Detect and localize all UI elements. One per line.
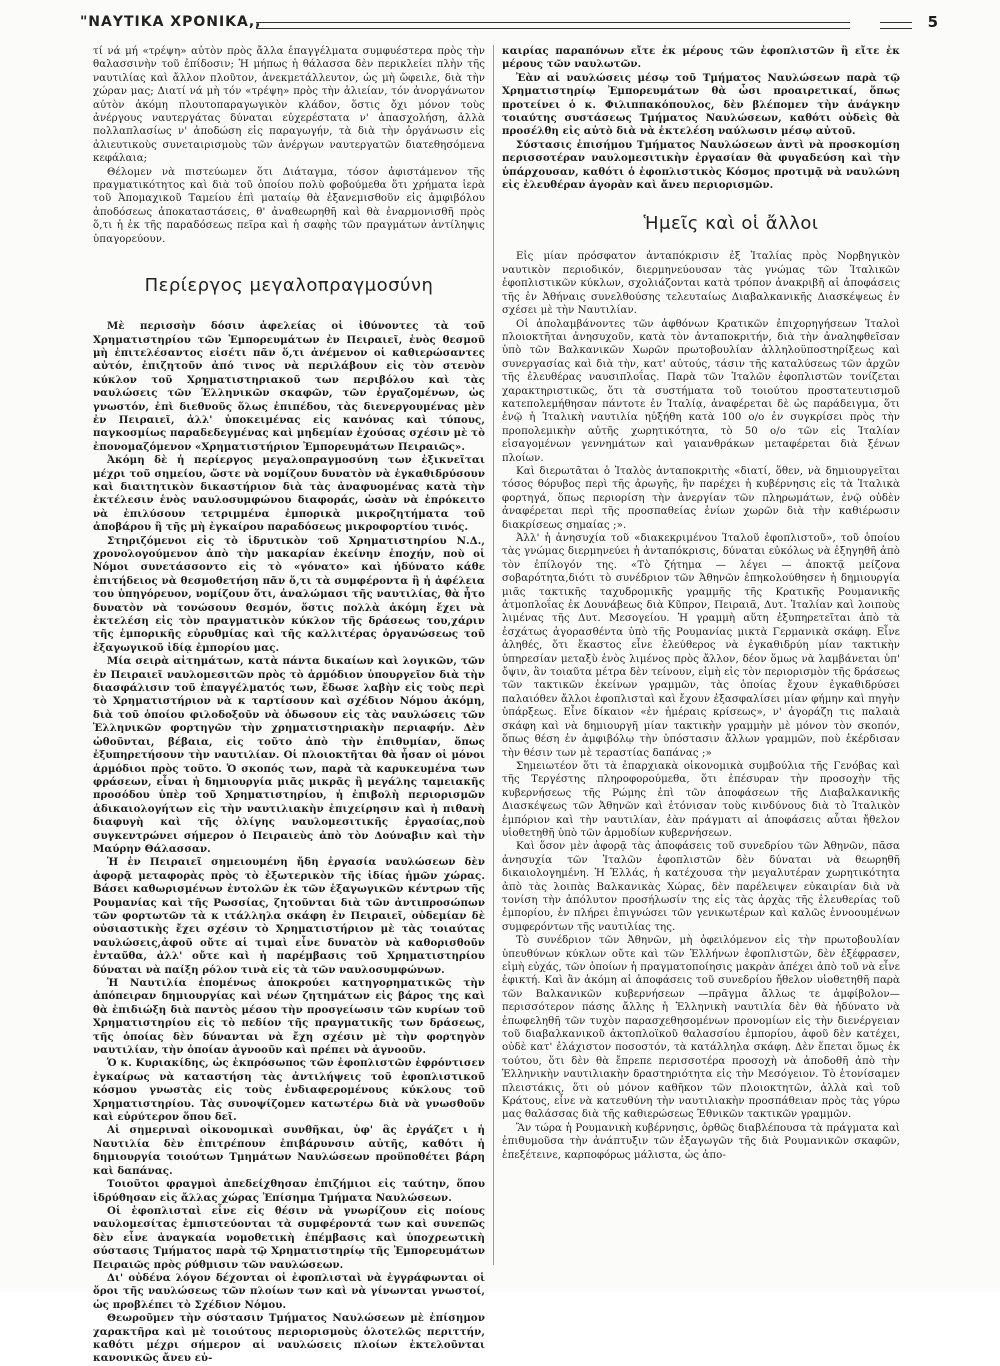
paragraph: Στηριζόμενοι εἰς τὸ ἱδρυτικὸν τοῦ Χρηματιστηρίου Ν.Δ., χρονολογούμενον ἀπὸ τὴν μακαρίαν ἐκείνην ἐποχήν, ποὺ οἱ Νόμοι συνετάσσοντο εἰς τὸ «γόνατο» καὶ ἠδύνατο κάθε ἐπιτήδειος νὰ θεσμοθετήση πᾶν ὅ,τι τὰ συμφέροντα ἢ ἡ ἀφέλεια του ὑπηγόρευον, νομίζουν ὅτι, ἀναλώμασι τῆς ναυτιλίας, θὰ ἦτο δυνατὸν νὰ τονώσουν θεσμόν, ὅστις πολλὰ ἀκόμη ἔχει νὰ ἐκτελέση εἰς τὸν πραγματικὸν κύκλον τῆς δράσεως του,χάριν τῆς ἐμπορικῆς εὐρυθμίας καὶ τῆς καλλιτέρας ὀργανώσεως τοῦ ἐξαγωγικοῦ ἰδίᾳ ἐμπορίου μας.: [93, 534, 485, 654]
paragraph: Μία σειρὰ αἰτημάτων, κατὰ πάντα δικαίων καὶ λογικῶν, τῶν ἐν Πειραιεῖ ναυλομεσιτῶν πρὸς τὸ ἁρμόδιον ὑπουργεῖον διὰ τὴν διασφάλισιν τοῦ ἐπαγγέλματός των, ἔδωσε λαβὴν εἰς τοὺς περὶ τὸ Χρηματιστήριον νὰ κ ταρτίσουν καὶ σχέδιον Νόμου ἀκόμη, διὰ τοῦ ὁποίου φιλοδοξοῦν νὰ ὁδωσουν εἰς τὰς ναυλώσεις τῶν Ἑλληνικῶν φορτηγῶν τὴν χρηματιστηριακὴν περιαφήν. Δὲν ὠθοῦνται, βέβαια, εἰς τοῦτο ἀπὸ τὴν ἐπιθυμίαν, ὅπως ἐξυπηρετήσουν τὴν ναυτιλίαν. Οἱ πλοιοκτῆται θὰ ἦσαν οἱ μόνοι ἁρμόδιοι πρὸς τοῦτο. Ὁ σκοπός των, παρὰ τὰ καρυκευμένα των φράσεων, εἶναι ἡ δημιουργία μιᾶς μικρᾶς ἢ μεγάλης ταμειακῆς προσόδου ὑπὲρ τοῦ Χρηματιστηρίου, ἡ ἐπιβολὴ περιορισμῶν ἀδικαιολογήτων εἰς τὴν ναυτιλιακὴν ἐπιχείρησιν καὶ ἡ πιθανὴ διαφυγὴ καὶ τῆς ὀλίγης ναυλομεσιτικῆς ἐργασίας,ποὺ συγκεντρώνει σήμερον ὁ Πειραιεὺς ἀπὸ τὸν Δούναβιν καὶ τὴν Μαύρην Θάλασσαν.: [93, 655, 485, 855]
header-rule: [256, 22, 850, 29]
paragraph: Θέλομεν νὰ πιστεύωμεν ὅτι Διάταγμα, τόσον ἀφιστάμενον τῆς πραγματικότητος καὶ διὰ τοῦ ὁποίου πολὺ φοβούμεθα ὅτι χρήματα ἱερὰ τοῦ Ἀπομαχικοῦ Ταμείου ἐπὶ ματαίῳ θὰ ἐξανεμισθοῦν εἰς ἀμφιβόλου ἀποδόσεως ἀποκαταστάσεις, θ' ἀναθεωρηθῆ καὶ θὰ ἐναρμονισθῆ πρὸς ὅ,τι ἡ ἐκ τῆς παραδόσεως πεῖρα καὶ ἡ σαφὴς τῶν πραγμάτων ἀντίληψις ὑπαγορεύουν.: [93, 166, 485, 245]
paragraph: Καὶ ὅσον μὲν ἀφορᾷ τὰς ἀποφάσεις τοῦ συνεδρίου τῶν Ἀθηνῶν, πᾶσα ἀνησυχία τῶν Ἰταλῶν ἐφοπλιστῶν δὲν δύναται νὰ θεωρηθῆ δικαιολογημένη. Ἡ Ἑλλάς, ἡ κατέχουσα τὴν μεγαλυτέραν χωρητικότητα ἀπὸ τὰς λοιπὰς Βαλκανικὰς Χώρας, δὲν παρέλειψεν εὐκαιρίαν διὰ νὰ τονίση τὴν ἀπόλυτον προσήλωσίν της εἰς τὰς ἀρχὰς τῆς ἐλευθερίας τοῦ ἐμπορίου, ἐν πλήρει ἐπιγνώσει τῶν γενικωτέρων καὶ καλῶς ἐννοουμένων συμφερόντων τῆς ναυτιλίας της.: [502, 841, 900, 933]
paragraph: Τοιοῦτοι φραγμοὶ ἀπεδείχθησαν ἐπιζήμιοι εἰς ταύτην, ὅπου ἱδρύθησαν εἰς ἄλλας χώρας Ἐπίσημα Τμήματα Ναυλώσεων.: [93, 1178, 485, 1204]
paragraph: Θεωροῦμεν τὴν σύστασιν Τμήματος Ναυλώσεων μὲ ἐπίσημον χαρακτῆρα καὶ μὲ τοιούτους περιορισμοὺς ὁλοτελῶς περιττήν, καθότι μέχρι σήμερον αἱ ναυλώσεις πλοίων ἐκτελοῦνται κανονικῶς ἄνευ εὐ-: [93, 1312, 485, 1365]
page-header: [80, 12, 938, 36]
article-heading: Περίεργος μεγαλοπραγμοσύνη: [144, 275, 434, 297]
masthead: "ΝΑΥΤΙΚΑ ΧΡΟΝΙΚΑ,,: [80, 14, 262, 30]
left-column: [93, 45, 485, 1365]
paragraph: Σύστασις ἐπισήμου Τμήματος Ναυλώσεων ἀντὶ νὰ προσκομίση περισσοτέραν ναυλομεσιτικὴν ἐργασίαν θὰ φυγαδεύση καὶ τὴν ὑπάρχουσαν, καθότι ὁ ἐφοπλιστικὸς Κόσμος προτιμᾷ νὰ ναυλώνη εἰς ἐλευθέραν ἀγορὰν καὶ ἄνευ περιορισμῶν.: [502, 138, 900, 192]
paragraph: Ἐὰν αἱ ναυλώσεις μέσῳ τοῦ Τμήματος Ναυλώσεων παρὰ τῷ Χρηματιστηρίῳ Ἐμπορευμάτων θὰ ὦσι προαιρετικαί, ὅπως προτείνει ὁ κ. Φιλιππακόπουλος, δὲν βλέπομεν τὴν ἀνάγκην τοιαύτης συστάσεως Τμήματος Ναυλώσεων, καθότι οὐδεὶς θὰ προσέλθη εἰς αὐτὸ διὰ νὰ ἐκτελέση ναύλωσιν μέσῳ αὐτοῦ.: [502, 71, 900, 138]
paragraph: Ἀκόμη δὲ ἡ περίεργος μεγαλοπραγμοσύνη των ἐξικνεῖται μέχρι τοῦ σημείου, ὥστε νὰ νομίζουν δυνατὸν νὰ ἐγκαθιδρύσουν καὶ διαιτητικὸν δικαστήριον διὰ τὰς ἀναφυομένας κατὰ τὴν ἐκτέλεσιν ἑνὸς ναυλοσυμφώνου διαφοράς, ὡσὰν νὰ ἐπρόκειτο νὰ ἐπιλύσουν τετριμμένα ἐμπορικὰ μικροζητήματα τοῦ ἀποβάρου ἢ τῆς μὴ ἐγκαίρου παραδόσεως μικροφορτίου τινός.: [93, 454, 485, 534]
paragraph: καιρίας παραπόνων εἴτε ἐκ μέρους τῶν ἐφοπλιστῶν ἢ εἴτε ἐκ μέρους τῶν ναυλωτῶν.: [502, 45, 900, 71]
paragraph: Καὶ διερωτᾶται ὁ Ἰταλὸς ἀνταποκριτὴς «διατί, ὅθεν, νὰ δημιουργεῖται τόσος θόρυβος περὶ τῆς ἀρωγῆς, ἣν παρέχει ἡ κυβέρνησις εἰς τὰ Ἰταλικὰ φορτηγά, ὅπως περιορίση τὴν ἀνεργίαν τῶν πληρωμάτων, ἐνῷ οὐδὲν ἀναφέρεται περὶ τῆς προσπαθείας ἐνίων χωρῶν διὰ τὴν καθιέρωσιν διακρίσεως σημαίας ;».: [502, 465, 900, 531]
paragraph: Μὲ περισσὴν δόσιν ἀφελείας οἱ ἰθύνοντες τὰ τοῦ Χρηματιστηρίου τῶν Ἐμπορευμάτων ἐν Πειραιεῖ, ἑνὸς θεσμοῦ μὴ ἐπιτελέσαντος εἰσέτι πᾶν ὅ,τι ἀνέμενον οἱ καθιερώσαντες αὐτόν, ἐπιζητοῦν ἀπό τινος νὰ περιλάβουν εἰς τὸν στενὸν κύκλον τοῦ Χρηματιστηριακοῦ των περιβόλου καὶ τὰς ναυλώσεις τῶν Ἑλληνικῶν σκαφῶν, τῶν ἐργαζομένων, ὡς γνωστόν, ἐπὶ διεθνοῦς ὅλως ἐπιπέδου, τὰς διενεργουμένας μὲν ἐν Πειραιεῖ, ἀλλ' ὑποκειμένας εἰς κανόνας καὶ τύπους, παγκοσμίως παραδεδεγμένας καὶ μηδεμίαν ἐχούσας σχέσιν μὲ τὸ ἐπονομαζόμενον «Χρηματιστήριον Ἐμπορευμάτων Πειραιῶς».: [93, 320, 485, 453]
paragraph: Δι' οὐδένα λόγον δέχονται οἱ ἐφοπλισταὶ νὰ ἐγγράφωνται οἱ ὅροι τῆς ναυλώσεως τῶν πλοίων των καὶ νὰ γίνωνται γνωστοί, ὡς προβλέπει τὸ Σχέδιον Νόμου.: [93, 1271, 485, 1311]
paragraph: Εἰς μίαν πρόσφατον ἀνταπόκρισιν ἐξ Ἰταλίας πρὸς Νορβηγικὸν ναυτικὸν περιοδικόν, διερμηνεύουσαν τὰς γνώμας τῶν Ἰταλικῶν ἐφοπλιστικῶν κύκλων, σχολιάζονται κατὰ τρόπον ἀνακριβῆ αἱ ἀποφάσεις τῆς ἐν Ἀθήναις συνελθούσης τελευταίως Διαβαλκανικῆς Διασκέψεως ἐν σχέσει μὲ τὴν Ναυτιλίαν.: [502, 251, 900, 317]
paragraph: Ἡ Ναυτιλία ἑπομένως ἀποκρούει κατηγορηματικῶς τὴν ἀπόπειραν δημιουργίας καὶ νέων ζητημάτων εἰς βάρος της καὶ θὰ ἐπιδιώξη διὰ παντὸς μέσου τὴν προσγείωσιν τῶν κυρίων τοῦ Χρηματιστηρίου εἰς τὸ πεδίον τῆς πραγματικῆς των δράσεως, τῆς ὁποίας δὲν δύνανται νὰ ἔχη σχέσιν μὲ τὴν φορτηγὸν ναυτιλίαν, τὴν ὁποίαν ἀγνοοῦν καὶ πρέπει νὰ ἀγνοοῦν.: [93, 977, 485, 1057]
paragraph: Αἱ σημεριναὶ οἰκονομικαὶ συνθῆκαι, ὑφ' ἃς ἐργάζετ ι ἡ Ναυτιλία δὲν ἐπιτρέπουν ἐπιβάρυνσιν αὐτῆς, καθότι ἡ δημιουργία τοιούτων Τμημάτων Ναυλώσεων προϋποθέτει βάρη καὶ δαπάνας.: [93, 1124, 485, 1177]
paragraph: Ἂν τώρα ἡ Ρουμανικὴ κυβέρνησις, ὀρθῶς διαβλέπουσα τὰ πράγματα καὶ ἐπιθυμοῦσα τὴν ἀνάπτυξιν τῶν ἐξαγωγῶν τῆς διὰ Ρουμανικῶν σκαφῶν, ἐπεξέτεινε, καρποφόρως μάλιστα, ὡς ἀπο-: [502, 1122, 900, 1161]
paragraph: Σημειωτέον ὅτι τὰ ἐπαρχιακὰ οἰκονομικὰ συμβούλια τῆς Γενόβας καὶ τῆς Τεργέστης πληροφορούμεθα, ὅτι ἐπέσυραν τὴν προσοχὴν τῆς κυβερνήσεως τῆς Ρώμης ἐπὶ τῶν ἀποφάσεων τῆς Διαβαλκανικῆς Διασκέψεως τῶν Ἀθηνῶν καὶ ἐτόνισαν τοὺς κινδύνους διὰ τὸ Ἰταλικὸν ἐμπόριον καὶ τὴν ναυτιλίαν, ἐὰν πράγματι αἱ ἀποφάσεις αὗται ἤθελον υἱοθετηθῆ ὑπὸ τῶν ἁρμοδίων κυβερνήσεων.: [502, 760, 900, 839]
header-rule-short: [880, 22, 912, 29]
paragraph: Οἱ ἐφοπλισταὶ εἶνε εἰς θέσιν νὰ γνωρίζουν εἰς ποίους ναυλομεσίτας ἐμπιστεύονται τὰ συμφέροντά των καὶ συνεπῶς δὲν εἶνε ἀναγκαία νομοθετικὴ ἐπέμβασις καὶ ὑποχρεωτικὴ σύστασις Τμήματος παρὰ τῷ Χρηματιστηρίῳ τῆς Ἐμπορευμάτων Πειραιῶς πρὸς ρύθμισιν τῶν ναυλώσεων.: [93, 1204, 485, 1271]
paragraph: Ὁ κ. Κυριακίδης, ὡς ἐκπρόσωπος τῶν ἐφοπλιστῶν ἐφρόντισεν ἐγκαίρως νὰ καταστήση τὰς ἀντιλήψεις τοῦ ἐφοπλιστικοῦ κόσμου γνωστὰς εἰς τοὺς ἐνδιαφερομένους κύκλους τοῦ Χρηματιστηρίου. Τὰς συνοψίζομεν κατωτέρω διὰ νὰ γνωσθοῦν καὶ εὐρύτερον ὅπου δεῖ.: [93, 1057, 485, 1124]
article-heading: Ἡμεῖς καὶ οἱ ἄλλοι: [643, 213, 819, 235]
continued-body: [502, 45, 900, 192]
page-number: 5: [927, 13, 938, 31]
paragraph: τί νά μή «τρέψη» αὐτὸν πρὸς ἄλλα ἐπαγγέλματα συμφυέστερα πρὸς τὴν θαλασσινὴν τοῦ ἐπίδοσιν; Ἡ μήπως ἡ θάλασσα δὲν περικλείει πλὴν τῆς ναυτιλίας καὶ ἄλλον πλοῦτον, ἀνεκμετάλλευτον, ὡς μὴ ὤφειλε, διὰ τὴν χώραν μας; Διατί νά μὴ τόν «τρέψη» πρὸς τὴν ἁλιείαν, τόν ἀνοργάνωτον αὐτὸν ἀκόμη πλουτοπαραγωγικὸν κλάδον, ὅστις ὄχι μόνον τοὺς ἀνέργους ναυτεργάτας δύναται εὐχερέστατα ν' ἀπασχολήση, ἀλλὰ πολλαπλασίως ν' ἀποδώση εἰς παραγωγήν, τὰ διὰ τὴν ὀργάνωσιν εἰς ἁλιευτικοὺς συνεταιρισμοὺς τῶν ἀνέργων ναυτεργατῶν διατεθησόμενα κεφάλαια;: [93, 46, 485, 165]
right-column: [502, 45, 900, 1270]
column-divider: [493, 45, 494, 1265]
paragraph: Τὸ συνέδριον τῶν Ἀθηνῶν, μὴ ὀφειλόμενον εἰς τὴν πρωτοβουλίαν ὑπευθύνων κύκλων οὔτε καὶ τῶν Ἑλλήνων ἐφοπλιστῶν, δὲν ἐξέφρασεν, εἰμὴ εὐχάς, τῶν ὁποίων ἡ πραγματοποίησις μακρὰν ἀπέχει ἀπὸ τοῦ νὰ εἶνε ἐφικτή. Καὶ ἂν ἀκόμη αἱ ἀποφάσεις τοῦ συνεδρίου ἤθελον υἱοθετηθῆ παρὰ τῶν Βαλκανικῶν κυβερνήσεων —πρᾶγμα ἄλλως τε ἀμφίβολον—περισσότερον πάσης ἄλλης ἡ Ἑλληνικὴ ναυτιλία δὲν θὰ ἠδύνατο νὰ ἐπωφεληθῆ τῶν τυχὸν παρασχεθησομένων προνομίων εἰς τὴν διενέργειαν τοῦ διαβαλκανικοῦ ἀκτοπλοϊκοῦ θαλασσίου ἐμπορίου, ἀφοῦ δὲν κατέχει, οὐδὲ κατ' ἐλάχιστον ποσοστόν, τὰ κατάλληλα σκάφη. Δὲν ἕπεται ὅμως ἐκ τούτου, ὅτι δὲν θὰ ἔπρεπε περισσοτέρα προσοχὴ νὰ ἀποδοθῆ ἀπὸ τὴν Ἑλληνικὴν ναυτιλιακὴν δραστηριότητα εἰς τὴν Μεσόγειον. Τὸ ἐτονίσαμεν πλειστάκις, ὅτι οὐ μόνον καθῆκον τῶν πλοιοκτητῶν, ἀλλὰ καὶ τοῦ Κράτους, εἶνε νὰ κατευθύνη τὴν ναυτιλιακὴν προσπάθειαν πρὸς τὰς γύρω μας θαλάσσας διὰ τῆς καθιερώσεως Ἐθνικῶν τακτικῶν γραμμῶν.: [502, 935, 900, 1121]
paragraph: Ἀλλ' ἡ ἀνησυχία τοῦ «διακεκριμένου Ἰταλοῦ ἐφοπλιστοῦ», τοῦ ὁποίου τὰς γνώμας διερμηνεύει ἡ ἀνταπόκρισις, δύναται εὐκόλως νὰ ἐξηγηθῆ ἀπὸ τὸν ἐπίλογόν της. «Τὸ ζήτημα — λέγει — ἀποκτᾷ μείζονα σοβαρότητα,διότι τὸ συνέδριον τῶν Ἀθηνῶν ἐπηκολούθησεν ἡ δημιουργία μιᾶς τακτικῆς ταχυδρομικῆς γραμμῆς τῆς Κρατικῆς Ρουμανικῆς ἀτμοπλοΐας ἐκ Δουνάβεως διὰ Κῦπρον, Πειραιᾶ, Δυτ. Ἰταλίαν καὶ λοιποὺς λιμένας τῆς Δυτ. Μεσογείου. Ἡ γραμμὴ αὕτη ἐξυπηρετεῖται ἀπὸ τὰ ἐσχάτως ἀγορασθέντα ὑπὸ τῆς Ρουμανίας μικτὰ Γερμανικὰ σκάφη. Εἶνε ἀληθές, ὅτι ἕκαστος εἶνε ἐλεύθερος νὰ ἐγκαθιδρύη μίαν τακτικὴν ὑπηρεσίαν μεταξὺ ἑνὸς λιμένος πρὸς ἄλλον, δέον ὅμως νὰ λαμβάνεται ὑπ' ὄψιν, ἂν τοιαῦτα μέτρα δὲν τείνουν, εἰμὴ εἰς τὸν περιορισμὸν τῆς δράσεως τῶν τακτικῶν ἐκείνων γραμμῶν, τὰς ὁποίας ἔχουν ἐγκαθιδρύσει παλαιόθεν ἄλλοι ἐφοπλισταὶ καὶ ἔχουν ἐξασφαλίσει μίαν φήμην καὶ πηγὴν ὑπάρξεως. Εἶνε δίκαιον «ἐν ἡμέραις κρίσεως», ν' ἀγοράζη τις παλαιὰ σκάφη καὶ νὰ δημιουργῆ μίαν τακτικὴν γραμμὴν μὲ μόνον τὸν σκοπόν, ὅπως θέση ἐν ἀμφιβόλῳ τὴν ὑπόστασιν ἄλλων γραμμῶν, ποὺ ἐκέρδισαν τὴν θέσιν των μὲ τεραστίας δαπάνας ;»: [502, 533, 900, 759]
paragraph: Οἱ ἀπολαμβάνοντες τῶν ἀφθόνων Κρατικῶν ἐπιχορηγήσεων Ἰταλοὶ πλοιοκτῆται ἀνησυχοῦν, κατὰ τὸν ἀνταποκριτήν, διὰ τὴν ἀναληφθεῖσαν ὑπὸ τῶν Βαλκανικῶν Χωρῶν πρωτοβουλίαν ἀλληλοϋποστηρίξεως καὶ συνεργασίας καὶ διὰ τὴν, κατ' αὐτούς, τάσιν τῆς καταλύσεως τῶν ἀρχῶν τῆς ἐλευθέρας ναυσιπλοΐας. Παρὰ τῶν Ἰταλῶν ἐφοπλιστῶν τονίζεται χαρακτηριστικῶς, ὅτι τὰ συστήματα τοῦ τοιούτου προστατευτισμοῦ κατεπολεμήθησαν πάντοτε ἐν Ἰταλίᾳ, ἀναφέρεται δὲ ὡς παράδειγμα, ὅτι ἐνῷ ἡ Ἰταλικὴ ναυτιλία ηὐξήθη κατὰ 100 ο/ο ἐν συγκρίσει πρὸς τὴν προπολεμικὴν αὐτῆς χωρητικότητα, τὸ 50 ο/ο τῶν εἰς Ἰταλίαν εἰσαγομένων γεννημάτων καὶ γαιανθράκων μεταφέρεται διὰ ξένων πλοίων.: [502, 318, 900, 464]
article-body: [502, 250, 900, 1162]
paragraph: Ἡ ἐν Πειραιεῖ σημειουμένη ἤδη ἐργασία ναυλώσεων δὲν ἀφορᾷ μεταφορὰς πρὸς τὸ ἐξωτερικὸν τῆς ἰδίας ἡμῶν χώρας. Βάσει καθωρισμένων ἐντολῶν ἐκ τῶν ἐξαγωγικῶν κέντρων τῆς Ρουμανίας καὶ τῆς Ρωσσίας, ζητοῦνται διὰ τῶν ἀντιπροσώπων τῶν φορτωτῶν τὰ κ ιτάλληλα σκάφη ἐν Πειραιεῖ, οὐδεμίαν δὲ οὐσιαστικὴς ἔχει σχέσιν τὸ Χρηματιστήριον μὲ τὰς τοιαύτας ναυλώσεις,ἀφοῦ οὔτε αἱ τιμαὶ εἶνε δυνατὸν νὰ καθορισθοῦν ἐνταῦθα, ἀλλ' οὔτε καὶ ἡ παρέμβασις τοῦ Χρηματιστηρίου δύναται νὰ παίξη ρόλον τινὰ εἰς τὰ τῶν ναυλοσυμφώνων.: [93, 856, 485, 976]
article-body: [93, 320, 485, 1366]
